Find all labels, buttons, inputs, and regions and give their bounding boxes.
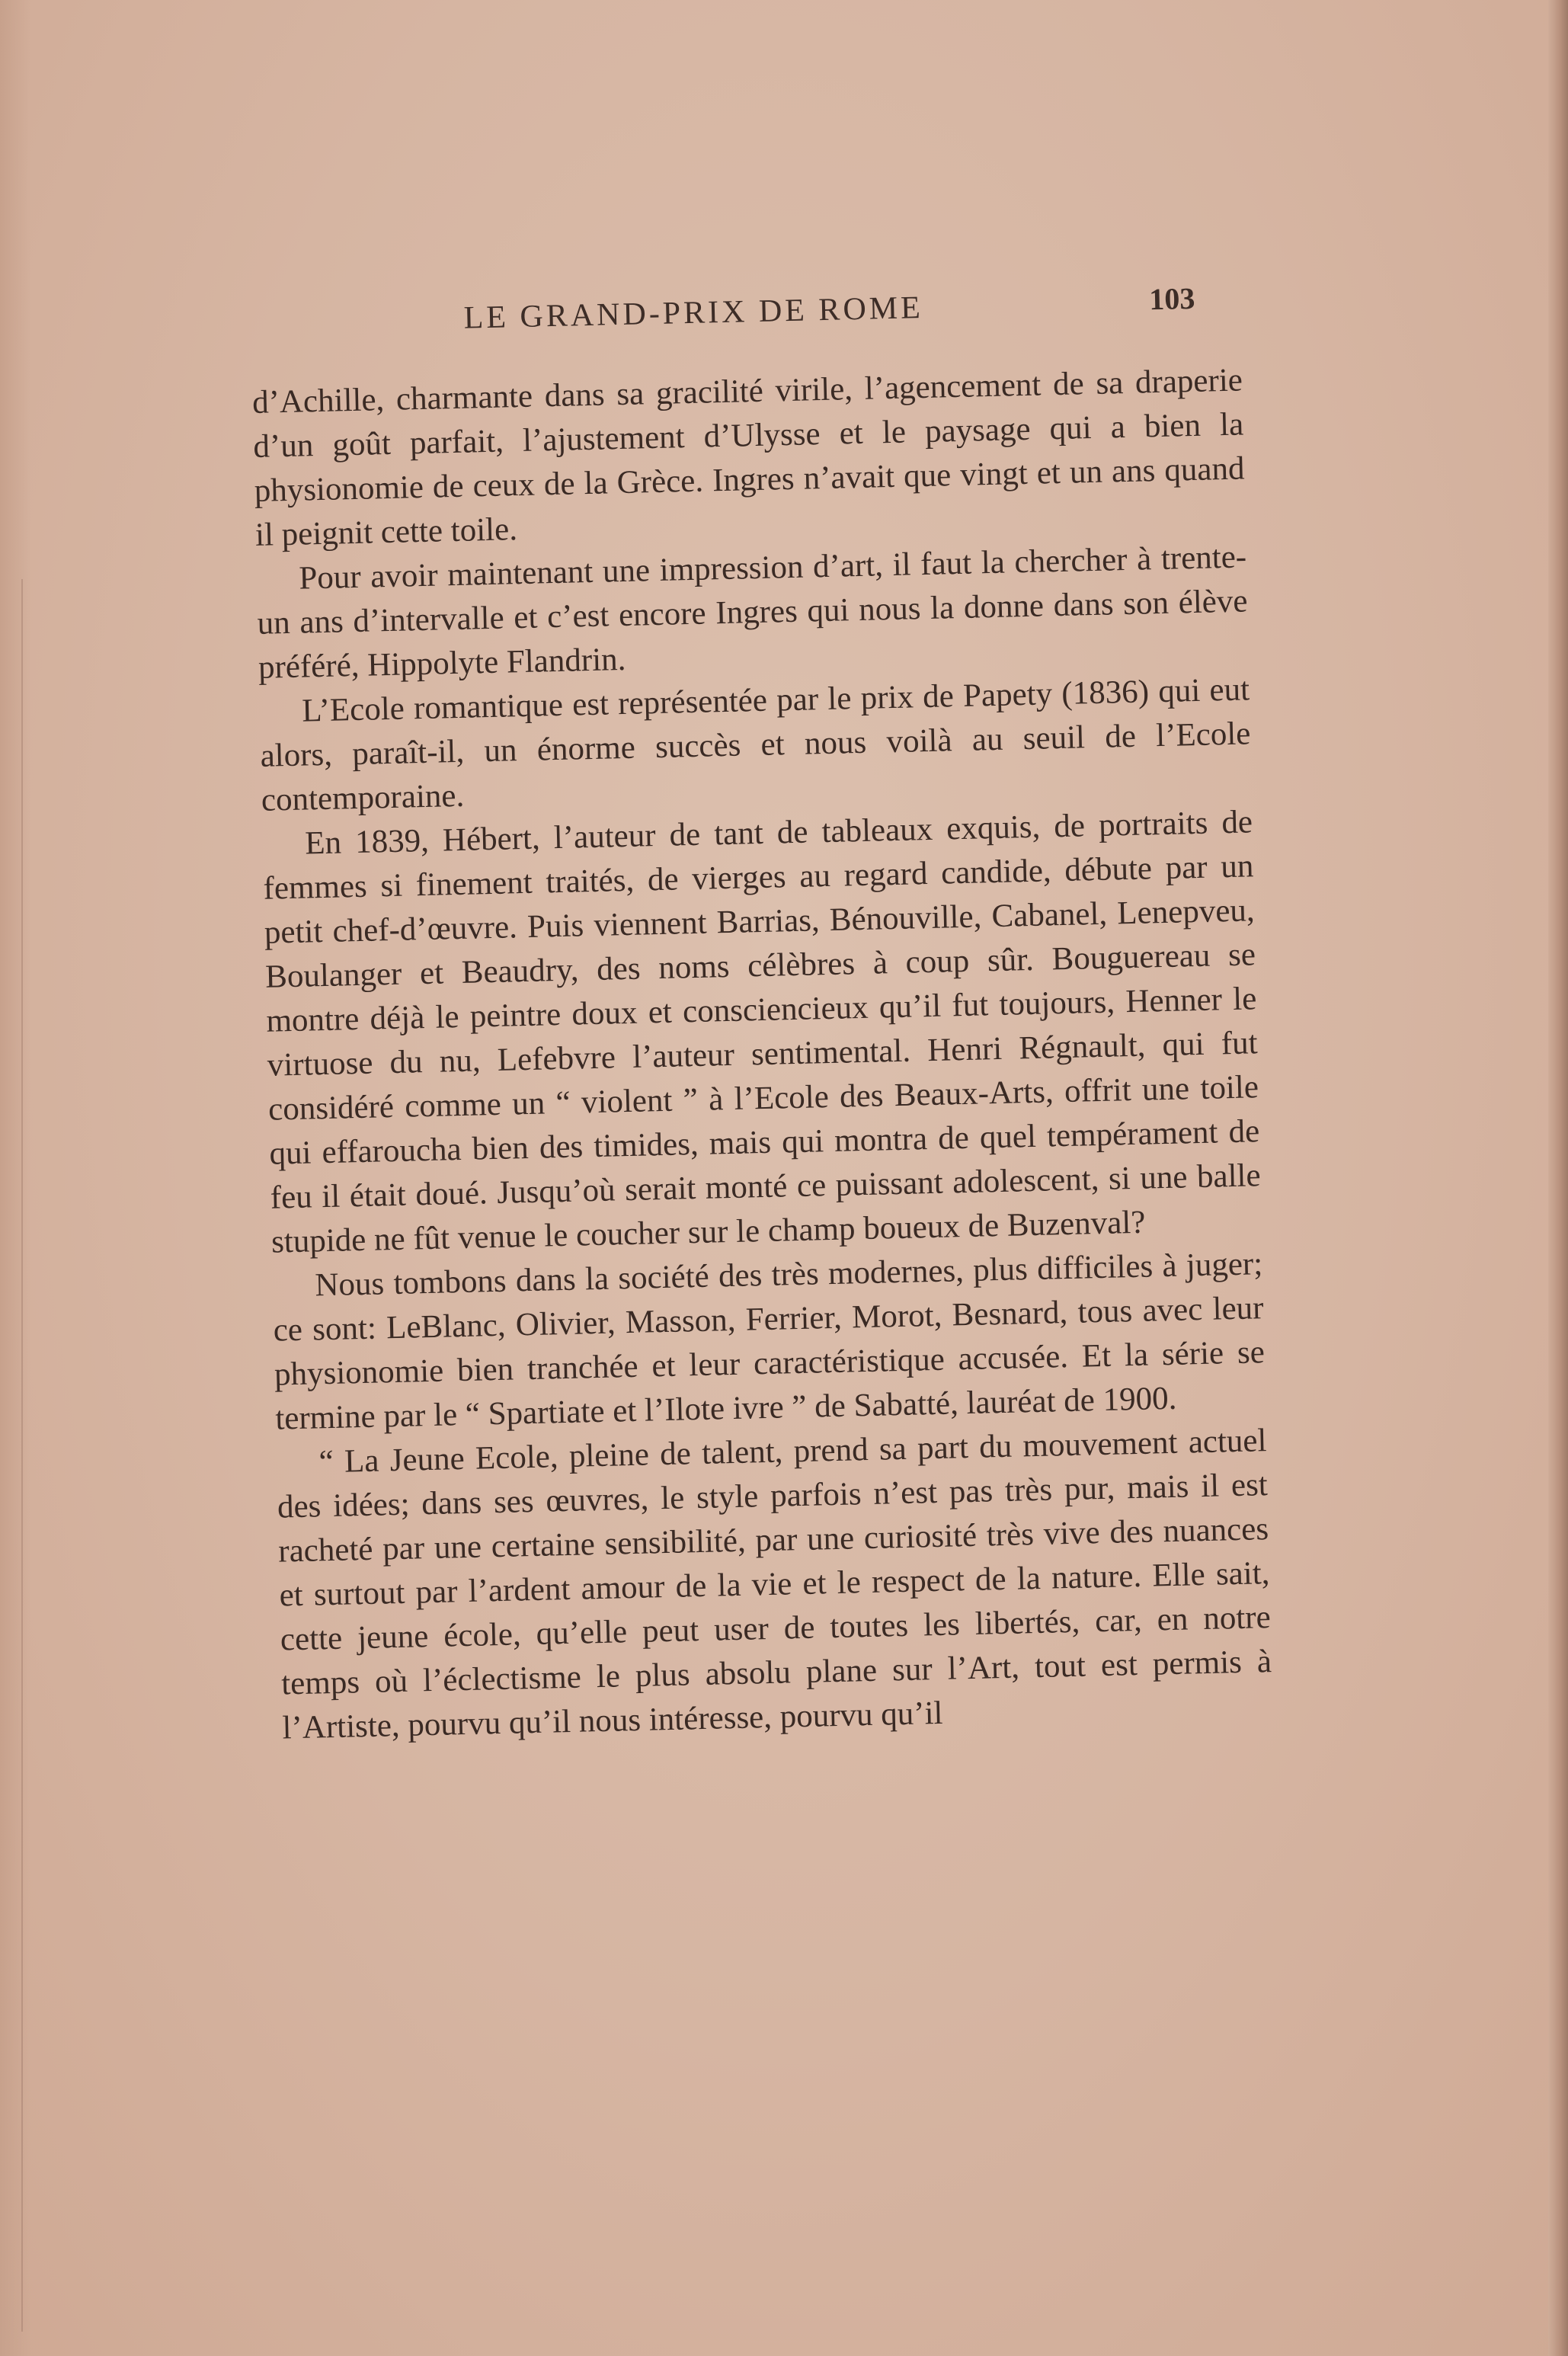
paragraph-5: Nous tombons dans la société des très modernes, plus difficiles à juger; ce sont: LeBlanc, Olivier, Masson, Ferrier, Morot, Besnard, tous avec leur physionomie bien tranchée et leur caractéristique accusée. Et la série se termine par le “ Spartiate et l’Ilote ivre ” de Sabatté, lauréat de 1900. — [273, 1246, 1266, 1437]
page-number: 103 — [1148, 280, 1195, 317]
paragraph-3: L’Ecole romantique est représentée par le prix de Papety (1836) qui eut alors, paraît-il, un énorme succès et nous voilà au seuil de l’Ecole contemporaine. — [260, 671, 1251, 818]
paragraph-1: d’Achille, charmante dans sa gracilité virile, l’agencement de sa draperie d’un goût parfait, l’ajustement d’Ulysse et le paysage qui a bien la physionomie de ceux de la Grèce. Ingres n’avait que vingt et un ans quand il peignit cette toile. — [251, 362, 1245, 553]
paragraph-4: En 1839, Hébert, l’auteur de tant de tableaux exquis, de portraits de femmes si finement traités, de vierges au regard candide, débute par un petit chef-d’œuvre. Puis viennent Barrias, Bénouville, Cabanel, Lenepveu, Boulanger et Beaudry, des noms célèbres à coup sûr. Bouguereau se montre déjà le peintre doux et consciencieux qu’il fut toujours, Henner le virtuose du nu, Lefebvre l’auteur sentimental. Henri Régnault, qui fut considéré comme un “ violent ” à l’Ecole des Beaux-Arts, offrit une toile qui effaroucha bien des timides, mais qui montra de quel tempérament de feu il était doué. Jusqu’où serait monté ce puissant adolescent, si une balle stupide ne fût venue le coucher sur le champ boueux de Buzenval? — [263, 804, 1262, 1260]
running-title: LE GRAND-PRIX DE ROME — [463, 290, 924, 336]
page-fold-line — [21, 579, 23, 2332]
text-block — [250, 275, 1273, 1751]
page-left-edge — [0, 0, 30, 2356]
paragraph-2: Pour avoir maintenant une impression d’art, il faut la chercher à trente-un ans d’intervalle et c’est encore Ingres qui nous la donne dans son élève préféré, Hippolyte Flandrin. — [257, 539, 1248, 686]
page-right-edge — [1548, 0, 1568, 2356]
paragraph-6: “ La Jeune Ecole, pleine de talent, prend sa part du mouvement actuel des idées; dans ses œuvres, le style parfois n’est pas très pur, mais il est racheté par une certaine sensibilité, par une curiosité très vive des nuances et surtout par l’ardent amour de la vie et le respect de la nature. Elle sait, cette jeune école, qu’elle peut user de toutes les libertés, car, en notre temps où l’éclectisme le plus absolu plane sur l’Art, tout est permis à l’Artiste, pourvu qu’il nous intéresse, pourvu qu’il — [277, 1423, 1272, 1746]
